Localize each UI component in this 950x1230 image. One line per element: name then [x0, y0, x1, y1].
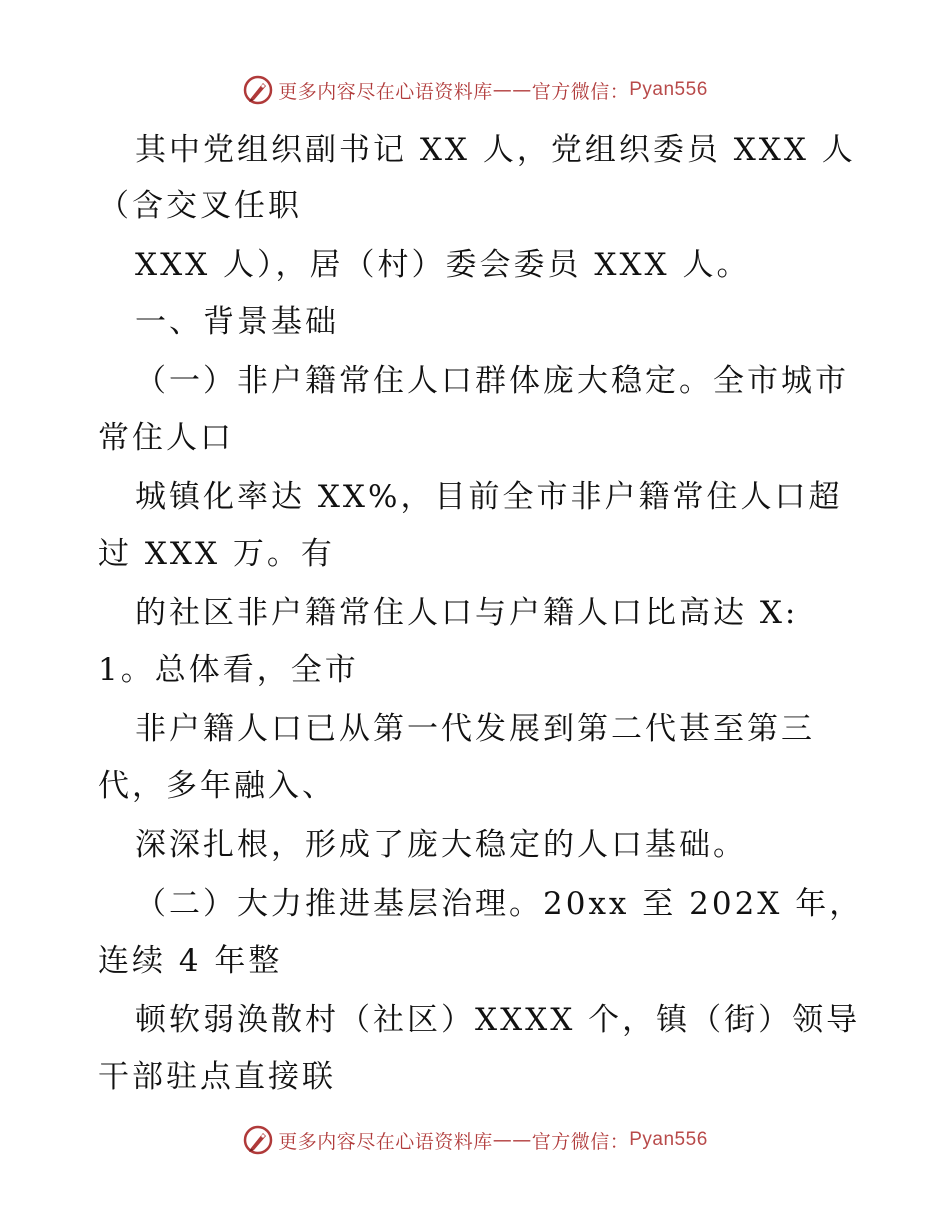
footer-watermark-banner [0, 1120, 950, 1160]
footer-contact-label: 官方微信： [531, 1130, 630, 1153]
body-line-15: 连续 4 年整 [98, 943, 283, 979]
body-line-10: 1。总体看，全市 [98, 652, 359, 688]
section-heading: 一、背景基础 [135, 304, 339, 340]
body-line-8: 过 XXX 万。有 [98, 536, 335, 572]
footer-site-text: 更多内容尽在心语资料库 [278, 1130, 493, 1153]
body-line-12: 代，多年融入、 [98, 768, 336, 804]
body-line-11: 非户籍人口已从第一代发展到第二代甚至第三 [135, 711, 815, 747]
header-contact-label: 官方微信： [531, 80, 630, 103]
body-line-17: 干部驻点直接联 [98, 1059, 336, 1095]
body-line-3: XXX 人），居（村）委会委员 XXX 人。 [135, 247, 751, 283]
pen-logo-icon [242, 1124, 274, 1156]
body-line-5: （一）非户籍常住人口群体庞大稳定。全市城市 [135, 363, 849, 399]
body-line-2: （含交叉任职 [98, 188, 302, 224]
body-line-6: 常住人口 [98, 420, 234, 456]
header-separator: —— [492, 79, 532, 101]
body-line-1: 其中党组织副书记 XX 人，党组织委员 XXX 人 [135, 132, 856, 168]
header-contact-value: Pyan556 [629, 79, 708, 100]
body-line-9: 的社区非户籍常住人口与户籍人口比高达 X: [135, 595, 799, 631]
body-line-16: 顿软弱涣散村（社区）XXXX 个，镇（街）领导 [135, 1002, 861, 1038]
footer-separator: —— [492, 1129, 532, 1151]
body-line-7: 城镇化率达 XX%，目前全市非户籍常住人口超 [135, 479, 843, 515]
header-site-text: 更多内容尽在心语资料库 [278, 80, 493, 103]
footer-contact-value: Pyan556 [629, 1129, 708, 1150]
body-line-14: （二）大力推进基层治理。20xx 至 202X 年， [135, 886, 864, 922]
body-line-13: 深深扎根，形成了庞大稳定的人口基础。 [135, 827, 747, 863]
